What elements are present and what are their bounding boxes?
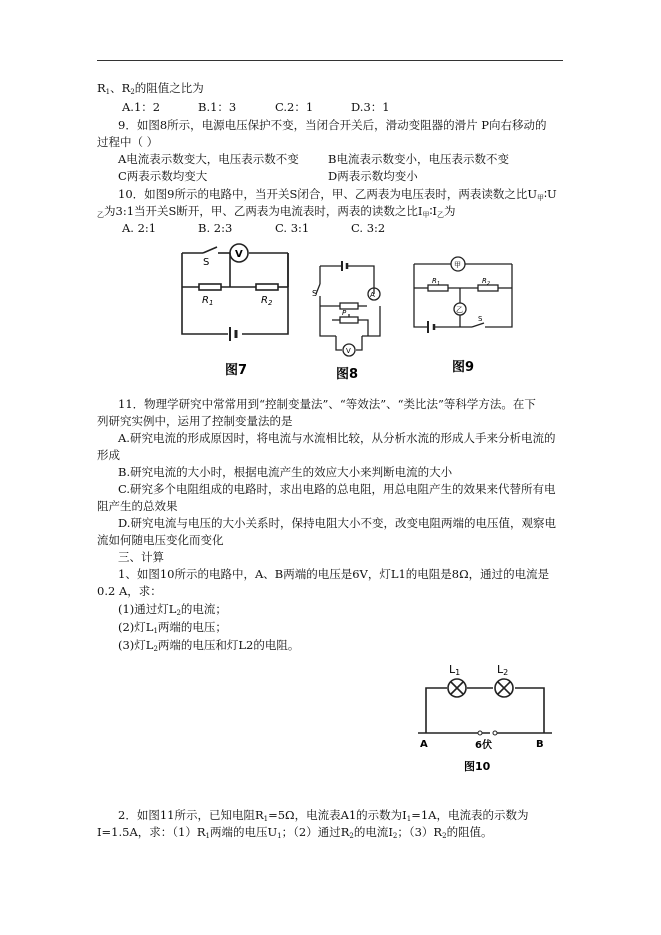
fig9-r1-label: $R_1$ — [432, 277, 441, 287]
q11-line2: 列研究实例中，运用了控制变量法的是 — [97, 414, 293, 428]
q11-option-c-cont: 阻产生的总效果 — [97, 499, 178, 513]
fig7-r2-label: $R_2$ — [261, 295, 273, 307]
q9-line2: 过程中（ ） — [97, 135, 159, 149]
fig9-r2-label: $R_2$ — [482, 277, 491, 287]
q9-line1: 9．如图8所示，电源电压保护不变，当闭合开关后，滑动变阻器的滑片 P向右移动的 — [118, 118, 547, 132]
fig10-l2-label: L2 — [497, 663, 509, 677]
q11-option-a-cont: 形成 — [97, 448, 120, 462]
fig7-switch-label: S — [203, 257, 210, 268]
q9-option-d: D两表示数均变小 — [328, 169, 418, 183]
fig8-voltmeter-label: V — [346, 347, 351, 355]
fig8-switch-label: S — [312, 289, 318, 298]
q8-option-b: B.1：3 — [198, 100, 237, 114]
header-rule — [97, 60, 563, 61]
q11-option-d-cont: 流如何随电压变化而变化 — [97, 533, 224, 547]
q10-option-a: A. 2:1 — [122, 221, 157, 235]
fig9-caption: 图9 — [452, 360, 475, 375]
fig7-r1-label: $R_1$ — [202, 295, 214, 307]
q10-option-b: B. 2:3 — [198, 221, 233, 235]
calc1-sub3: (3)灯$L_2$两端的电压和灯L2的电阻。 — [118, 638, 300, 653]
q10-option-c: C. 3:1 — [275, 221, 310, 235]
q10-line1: 10．如图9所示的电路中，当开关S闭合，甲、乙两表为电压表时，两表读数之比$U_甲∶U$ — [118, 187, 557, 202]
q10-line2: $_乙$为3:1当开关S断开，甲、乙两表为电流表时，两表的读数之比$I_甲∶I_乙$为 — [97, 204, 456, 219]
q11-option-d: D.研究电流与电压的大小关系时，保持电阻大小不变，改变电阻两端的电压值，观察电 — [118, 516, 556, 530]
fig7-caption: 图7 — [225, 363, 248, 378]
fig10-b-label: B — [536, 739, 544, 750]
fig9-meter-yi-label: 乙 — [456, 306, 463, 314]
q9-option-b: B电流表示数变小，电压表示数不变 — [328, 152, 509, 166]
calc1-sub2: (2)灯$L_1$两端的电压； — [118, 620, 227, 635]
figure-9-circuit — [408, 255, 518, 375]
figure-10-circuit — [404, 655, 566, 775]
q9-option-a: A电流表示数变大，电压表示数不变 — [118, 152, 299, 166]
fig7-voltmeter-label: V — [235, 249, 243, 260]
fig8-caption: 图8 — [336, 367, 359, 382]
fig9-switch-label: S — [478, 315, 483, 323]
calc2-line1: 2．如图11所示，已知电阻$R_1=5\Omega$，电流表A1的示数为$I_1=1A$，电流表的示数为 — [118, 808, 529, 823]
q11-option-a: A.研究电流的形成原因时，将电流与水流相比较，从分析水流的形成人手来分析电流的 — [118, 431, 556, 445]
q8-tail: $R_1$、$R_2$的阻值之比为 — [97, 81, 204, 96]
calc1-sub1: (1)通过灯$L_2$的电流； — [118, 602, 227, 617]
q8-option-c: C.2：1 — [275, 100, 314, 114]
q9-option-c: C两表示数均变大 — [118, 169, 208, 183]
fig9-meter-jia-label: 甲 — [454, 261, 461, 269]
q10-option-d: C. 3:2 — [351, 221, 386, 235]
q8-option-a: A.1：2 — [122, 100, 161, 114]
q11-option-c: C.研究多个电阻组成的电路时，求出电路的总电阻，用总电阻产生的效果来代替所有电 — [118, 482, 556, 496]
fig10-l1-label: L1 — [449, 663, 461, 677]
fig10-a-label: A — [420, 739, 428, 750]
figure-7-circuit — [170, 243, 300, 380]
fig10-voltage-label: 6伏 — [475, 740, 492, 751]
figure-8-circuit — [312, 258, 390, 382]
section-heading-calc: 三、计算 — [118, 550, 164, 564]
q8-option-d: D.3：1 — [351, 100, 390, 114]
q11-option-b: B.研究电流的大小时，根据电流产生的效应大小来判断电流的大小 — [118, 465, 453, 479]
calc2-line2: I=1.5A，求：$(1)R_1$两端的电压$U_1$；（2）通过$R_2$的电流$I_2$；$(3)R_2$的阻值。 — [97, 825, 493, 840]
fig8-ammeter-label: A — [370, 291, 375, 299]
q11-line1: 11．物理学研究中常常用到“控制变量法”、“等效法”、“类比法”等科学方法。在下 — [118, 397, 536, 411]
fig10-caption: 图10 — [464, 760, 491, 773]
fig8-slider-label: P — [342, 309, 347, 317]
calc1-line1: 1、如图10所示的电路中，A、B两端的电压是6V，灯L1的电阻是8Ω，通过的电流是 — [118, 567, 550, 581]
calc1-line2: 0.2 A，求： — [97, 584, 162, 598]
